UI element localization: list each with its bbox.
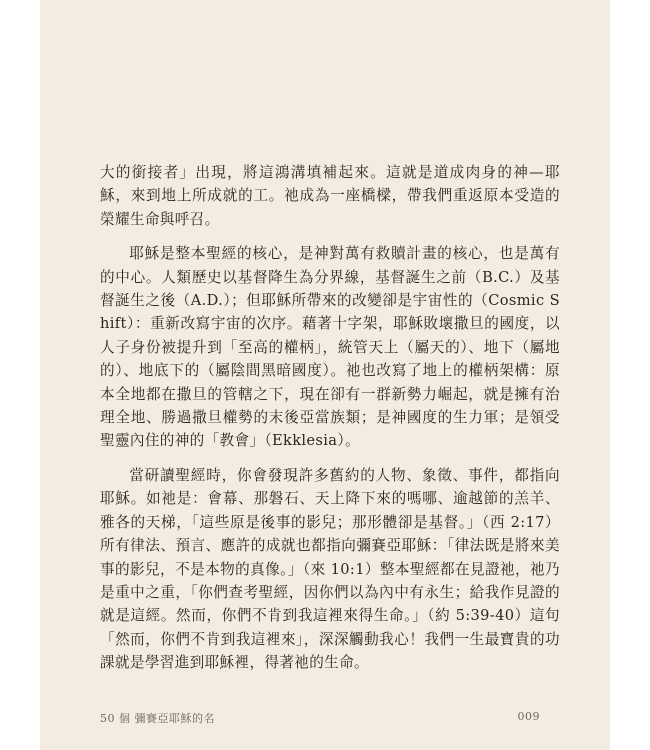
- paragraph-2: 耶穌是整本聖經的核心，是神對萬有救贖計畫的核心，也是萬有的中心。人類歷史以基督降生為分界線，基督誕生之前（B.C.）及基督誕生之後（A.D.）；但耶穌所帶來的改變卻是宇宙性的（Cosmic Shift）：重新改寫宇宙的次序。藉著十字架，耶穌敗壞撒旦的國度，以人子身份被提升到「至高的權柄」，統管天上（屬天的）、地下（屬地的）、地底下的（屬陰間黑暗國度）。祂也改寫了地上的權柄架構：原本全地都在撒旦的管轄之下，現在卻有一群新勢力崛起，就是擁有治理全地、勝過撒旦權勢的末後亞當族類；是神國度的生力軍；是領受聖靈內住的神的「教會」（Ekklesia）。: [100, 245, 560, 450]
- page-number: 009: [517, 710, 540, 723]
- body-text: [100, 161, 560, 686]
- paragraph-3: 當研讀聖經時，你會發現許多舊約的人物、象徵、事件，都指向耶穌。如祂是：會幕、那磐石、天上降下來的嗎哪、逾越節的羔羊、雅各的天梯，「這些原是後事的影兒；那形體卻是基督。」（西 2:17）所有律法、預言、應許的成就也都指向彌賽亞耶穌：「律法既是將來美事的影兒，不是本物的真像。」（來 10:1）整本聖經都在見證祂，祂乃是重中之重，「你們查考聖經，因你們以為內中有永生；給我作見證的就是這經。然而，你們不肯到我這裡來得生命。」（約 5:39-40）這句「然而，你們不肯到我這裡來」，深深觸動我心！我們一生最寶貴的功課就是學習進到耶穌裡，得著祂的生命。: [100, 466, 560, 672]
- book-page: [40, 0, 610, 750]
- paragraph-1: 大的銜接者」出現，將這鴻溝填補起來。這就是道成肉身的神—耶穌，來到地上所成就的工。祂成為一座橋樑，帶我們重返原本受造的榮耀生命與呼召。: [100, 164, 560, 228]
- footer-book-title: 50 個 彌賽亞耶穌的名: [100, 712, 215, 725]
